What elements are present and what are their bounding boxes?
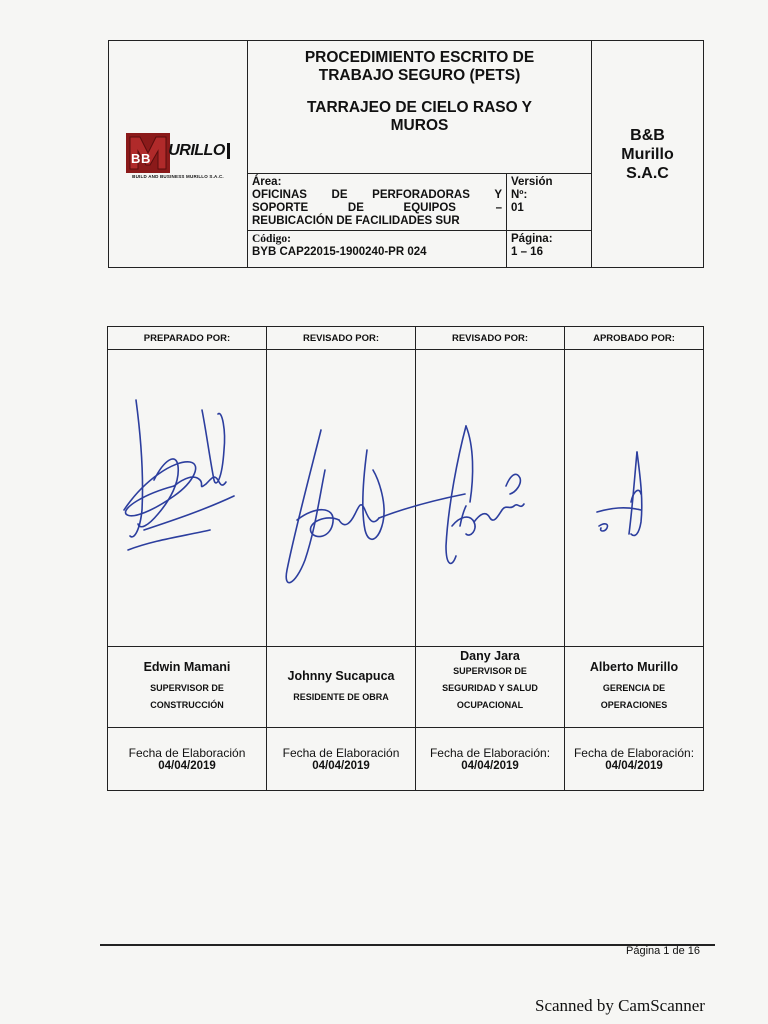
code-cell [248,230,507,267]
header-reviewed-2: REVISADO POR: [416,327,565,350]
title-cell [248,41,592,174]
date-value: 04/04/2019 [158,760,216,772]
date-cell-2 [267,728,416,791]
role-line: SEGURIDAD Y SALUD [442,683,538,693]
signature-cell-2 [267,350,416,647]
logo-cell [109,41,248,268]
version-cell [507,173,592,230]
bb-m-logo-icon [126,129,170,173]
date-value: 04/04/2019 [312,760,370,772]
company-name-line3: S.A.C [626,164,669,182]
signatory-name-4: Alberto Murillo [589,660,679,674]
signature-cell-3 [416,350,565,647]
logo-text: URILLO [168,142,225,159]
signature-cell-1 [108,350,267,647]
header-approved: APROBADO POR: [565,327,704,350]
page-cell [507,230,592,267]
code-value: BYB CAP22015-1900240-PR 024 [252,245,427,258]
company-name-cell [592,41,704,268]
area-cell [248,173,507,230]
role-line: OPERACIONES [600,700,668,710]
signatory-1 [108,647,267,728]
svg-text:B: B [131,151,141,166]
approval-table [107,326,704,791]
scanner-watermark: Scanned by CamScanner [535,996,705,1015]
signatory-name-3: Dany Jara [460,649,520,663]
company-name-line2: Murillo [621,145,674,163]
doc-title-line1: PROCEDIMIENTO ESCRITO DE [304,49,535,66]
signature-cell-4 [565,350,704,647]
date-cell-1 [108,728,267,791]
date-cell-3 [416,728,565,791]
logo-tagline: BUILD AND BUSINESS MURILLO S.A.C. [132,174,224,179]
date-value: 04/04/2019 [605,760,663,772]
signatory-role-3 [416,663,564,714]
signature-edwin-mamani [114,390,264,570]
version-label-2: Nº: [511,188,528,201]
role-line: SUPERVISOR DE [150,683,224,693]
footer-page-number: Página 1 de 16 [626,945,701,957]
version-value: 01 [511,201,524,214]
role-line: OCUPACIONAL [456,700,524,710]
page-label: Página: [511,232,553,245]
area-value-1: OFICINAS DE PERFORADORAS Y [252,188,502,201]
signatory-2 [267,647,416,728]
date-label: Fecha de Elaboración [128,746,246,760]
version-label-1: Versión [511,175,553,188]
signatory-name-2: Johnny Sucapuca [287,668,395,683]
header-reviewed-1: REVISADO POR: [267,327,416,350]
signatory-role-4 [565,680,703,714]
company-logo [109,41,247,267]
signatory-role-2 [267,689,415,706]
company-name-line1: B&B [630,126,665,144]
signatory-4 [565,647,704,728]
area-value-3: REUBICACIÓN DE FACILIDADES SUR [252,214,460,227]
role-line: RESIDENTE DE OBRA [293,691,389,702]
date-label: Fecha de Elaboración: [573,746,695,760]
header-table [108,40,704,268]
date-cell-4 [565,728,704,791]
doc-subtitle-line1: TARRAJEO DE CIELO RASO Y [306,99,533,116]
signatory-role-1 [108,680,266,714]
date-label: Fecha de Elaboración [282,746,400,760]
area-value-2: SOPORTE DE EQUIPOS – [252,201,502,214]
date-value: 04/04/2019 [461,760,519,772]
doc-title-line2: TRABAJO SEGURO (PETS) [318,67,521,84]
role-line: CONSTRUCCIÓN [150,700,224,710]
role-line: GERENCIA DE [602,683,666,693]
signatory-name-1: Edwin Mamani [143,660,231,674]
date-label: Fecha de Elaboración: [429,746,551,760]
area-label: Área: [252,175,282,188]
signatory-3 [416,647,565,728]
page-value: 1 – 16 [511,245,543,258]
doc-subtitle-line2: MUROS [390,117,449,134]
signature-dany-jara [430,406,570,586]
svg-text:B: B [141,151,151,166]
footer-divider [100,944,715,946]
signature-alberto-murillo [591,442,691,572]
code-label: Código: [252,232,291,245]
header-prepared: PREPARADO POR: [108,327,267,350]
role-line: SUPERVISOR DE [453,666,527,676]
